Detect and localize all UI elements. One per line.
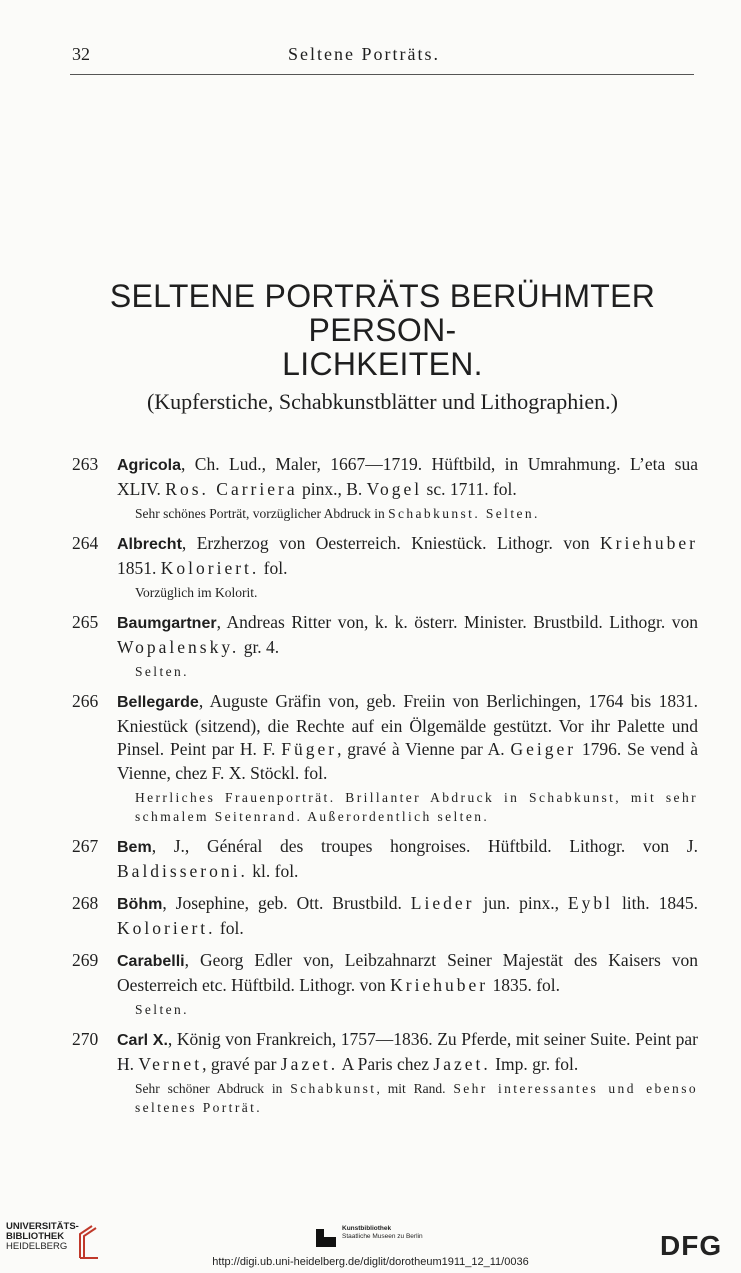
artist-name: Jazet. [280,1053,339,1074]
entry-text: , Ch. Lud., Maler, 1667—1719. Hüftbild, in Umrahmung. L’eta sua XLIV. [117,454,698,499]
note-emphasis: Selten. [135,1002,189,1017]
note-emphasis: Herrliches Frauenporträt. Brillanter Abdruck in Schabkunst, mit sehr schmalem Seitenrand. Außerordentlich selten. [135,790,698,824]
entry-text: 1835. fol. [488,974,561,995]
catalog-entry [72,949,698,1019]
section-title [60,279,705,381]
lot-number: 269 [72,950,99,970]
entry-text: , Erzherzog von Oesterreich. Kniestück. Lithogr. von [181,533,601,553]
note-text: Sehr schönes Porträt, vorzüglicher Abdruck in [135,506,389,521]
entry-text: fol. [259,557,288,578]
entry-text: sc. 1711. fol. [422,478,517,499]
kunstbibliothek-mark-icon [316,1229,336,1247]
lot-number: 268 [72,893,99,913]
sitter-name: Carabelli [117,953,185,970]
entry-text: , Georg Edler von, Leibzahnarzt Seiner Majestät des Kaisers von Oesterreich etc. Hüftbild. Lithogr. von [117,950,698,995]
page-number: 32 [72,44,90,64]
library-emblem-icon [76,1224,100,1260]
catalog-entry [72,453,698,523]
entry-note [135,788,698,826]
section-subtitle: (Kupferstiche, Schabkunstblätter und Lithographien.) [146,389,619,414]
lot-number: 265 [72,612,99,632]
kunstbibliothek-subtitle: Staatliche Museen zu Berlin [342,1233,423,1240]
entry-text: 1851. [117,557,161,578]
dfg-logo: DFG [660,1230,723,1261]
note-emphasis: Schabkunst [290,1081,377,1096]
artist-name: Lieder [410,893,475,913]
note-emphasis: Sehr interessantes und ebenso seltenes Porträt. [135,1081,698,1115]
catalog-entries [72,453,698,1126]
sitter-name: Böhm [117,896,163,913]
entry-text: kl. fol. [247,860,299,881]
section-title-line1: SELTENE PORTRÄTS BERÜHMTER PERSON- [109,278,656,348]
artist-name: Ros. Carriera [165,478,298,499]
lot-number: 266 [72,691,99,711]
note-text: Vorzüglich im Kolorit. [135,585,258,600]
library-name-line: BIBLIOTHEK [6,1231,65,1242]
university-library-logo [6,1222,79,1252]
catalog-entry [72,532,698,602]
entry-note [135,504,698,523]
sitter-name: Bem [117,839,152,856]
entry-note [135,583,698,602]
artist-name: Kriehuber [390,974,489,995]
entry-text: , gravé par [202,1053,281,1074]
artist-name: Füger [281,739,338,759]
entry-emphasis: Koloriert. [117,917,216,938]
artist-name: Wopalensky. [117,636,240,657]
artist-name: Vogel [366,478,423,499]
sitter-name: Baumgartner [117,615,217,632]
entry-text: pinx., B. [297,478,367,499]
sitter-name: Albrecht [117,536,182,553]
entry-text: jun. pinx., [474,893,568,913]
entry-note [135,1079,698,1117]
running-title: Seltene Porträts. [288,44,440,64]
entry-text: gr. 4. [239,636,280,657]
artist-name: Eybl [567,893,613,913]
header-rule [70,74,694,75]
kunstbibliothek-name: Kunstbibliothek [342,1225,392,1232]
sitter-name: Bellegarde [117,694,199,711]
artist-name: Geiger [510,739,577,759]
entry-text: lith. 1845. [612,893,698,913]
entry-text: fol. [215,917,244,938]
catalog-entry [72,1028,698,1117]
library-name-line: UNIVERSITÄTS- [6,1221,79,1232]
entry-emphasis: Koloriert. [160,557,260,578]
entry-text: , König von Frankreich, 1757—1836. Zu Pferde, mit seiner Suite. Peint par H. [117,1029,698,1074]
note-emphasis: Selten. [135,664,189,679]
catalog-entry [72,611,698,681]
entry-text: , Josephine, geb. Ott. Brustbild. [162,893,411,913]
entry-text: Imp. gr. fol. [490,1053,579,1074]
lot-number: 270 [72,1029,99,1049]
entry-text: , Auguste Gräfin von, geb. Freiin von Berlichingen, 1764 bis 1831. Kniestück (sitzend), die Rechte auf ein Ölgemälde gestützt. Vor ihr Palette und Pinsel. Peint par H. F. [117,691,698,759]
entry-text: , gravé à Vienne par A. [337,739,511,759]
lot-number: 264 [72,533,99,553]
note-emphasis: Schabkunst. Selten. [388,506,540,521]
artist-name: Jazet. [433,1053,491,1074]
entry-note [135,1000,698,1019]
entry-text: , Andreas Ritter von, k. k. österr. Minister. Brustbild. Lithogr. von [216,612,698,632]
entry-text: 1796. Se vend à Vienne, chez F. X. Stöckl. fol. [117,739,698,783]
artist-name: Baldisseroni. [117,860,248,881]
sitter-name: Carl X. [117,1032,168,1049]
entry-text: A Paris chez [338,1053,434,1074]
entry-note [135,662,698,681]
catalog-entry [72,835,698,883]
lot-number: 267 [72,836,99,856]
catalog-entry [72,892,698,940]
entry-text: , J., Général des troupes hongroises. Hüftbild. Lithogr. von J. [151,836,698,856]
section-title-line2: LICHKEITEN. [282,346,483,382]
note-text: Sehr schöner Abdruck in [135,1081,291,1096]
artist-name: Vernet [138,1053,203,1074]
sitter-name: Agricola [117,457,182,474]
lot-number: 263 [72,454,99,474]
library-name-line: HEIDELBERG [6,1241,68,1252]
catalog-entry [72,690,698,826]
note-text: , mit Rand. [376,1081,454,1096]
source-url[interactable]: http://digi.ub.uni-heidelberg.de/diglit/dorotheum1911_12_11/0036 [212,1256,529,1268]
artist-name: Kriehuber [600,533,698,553]
